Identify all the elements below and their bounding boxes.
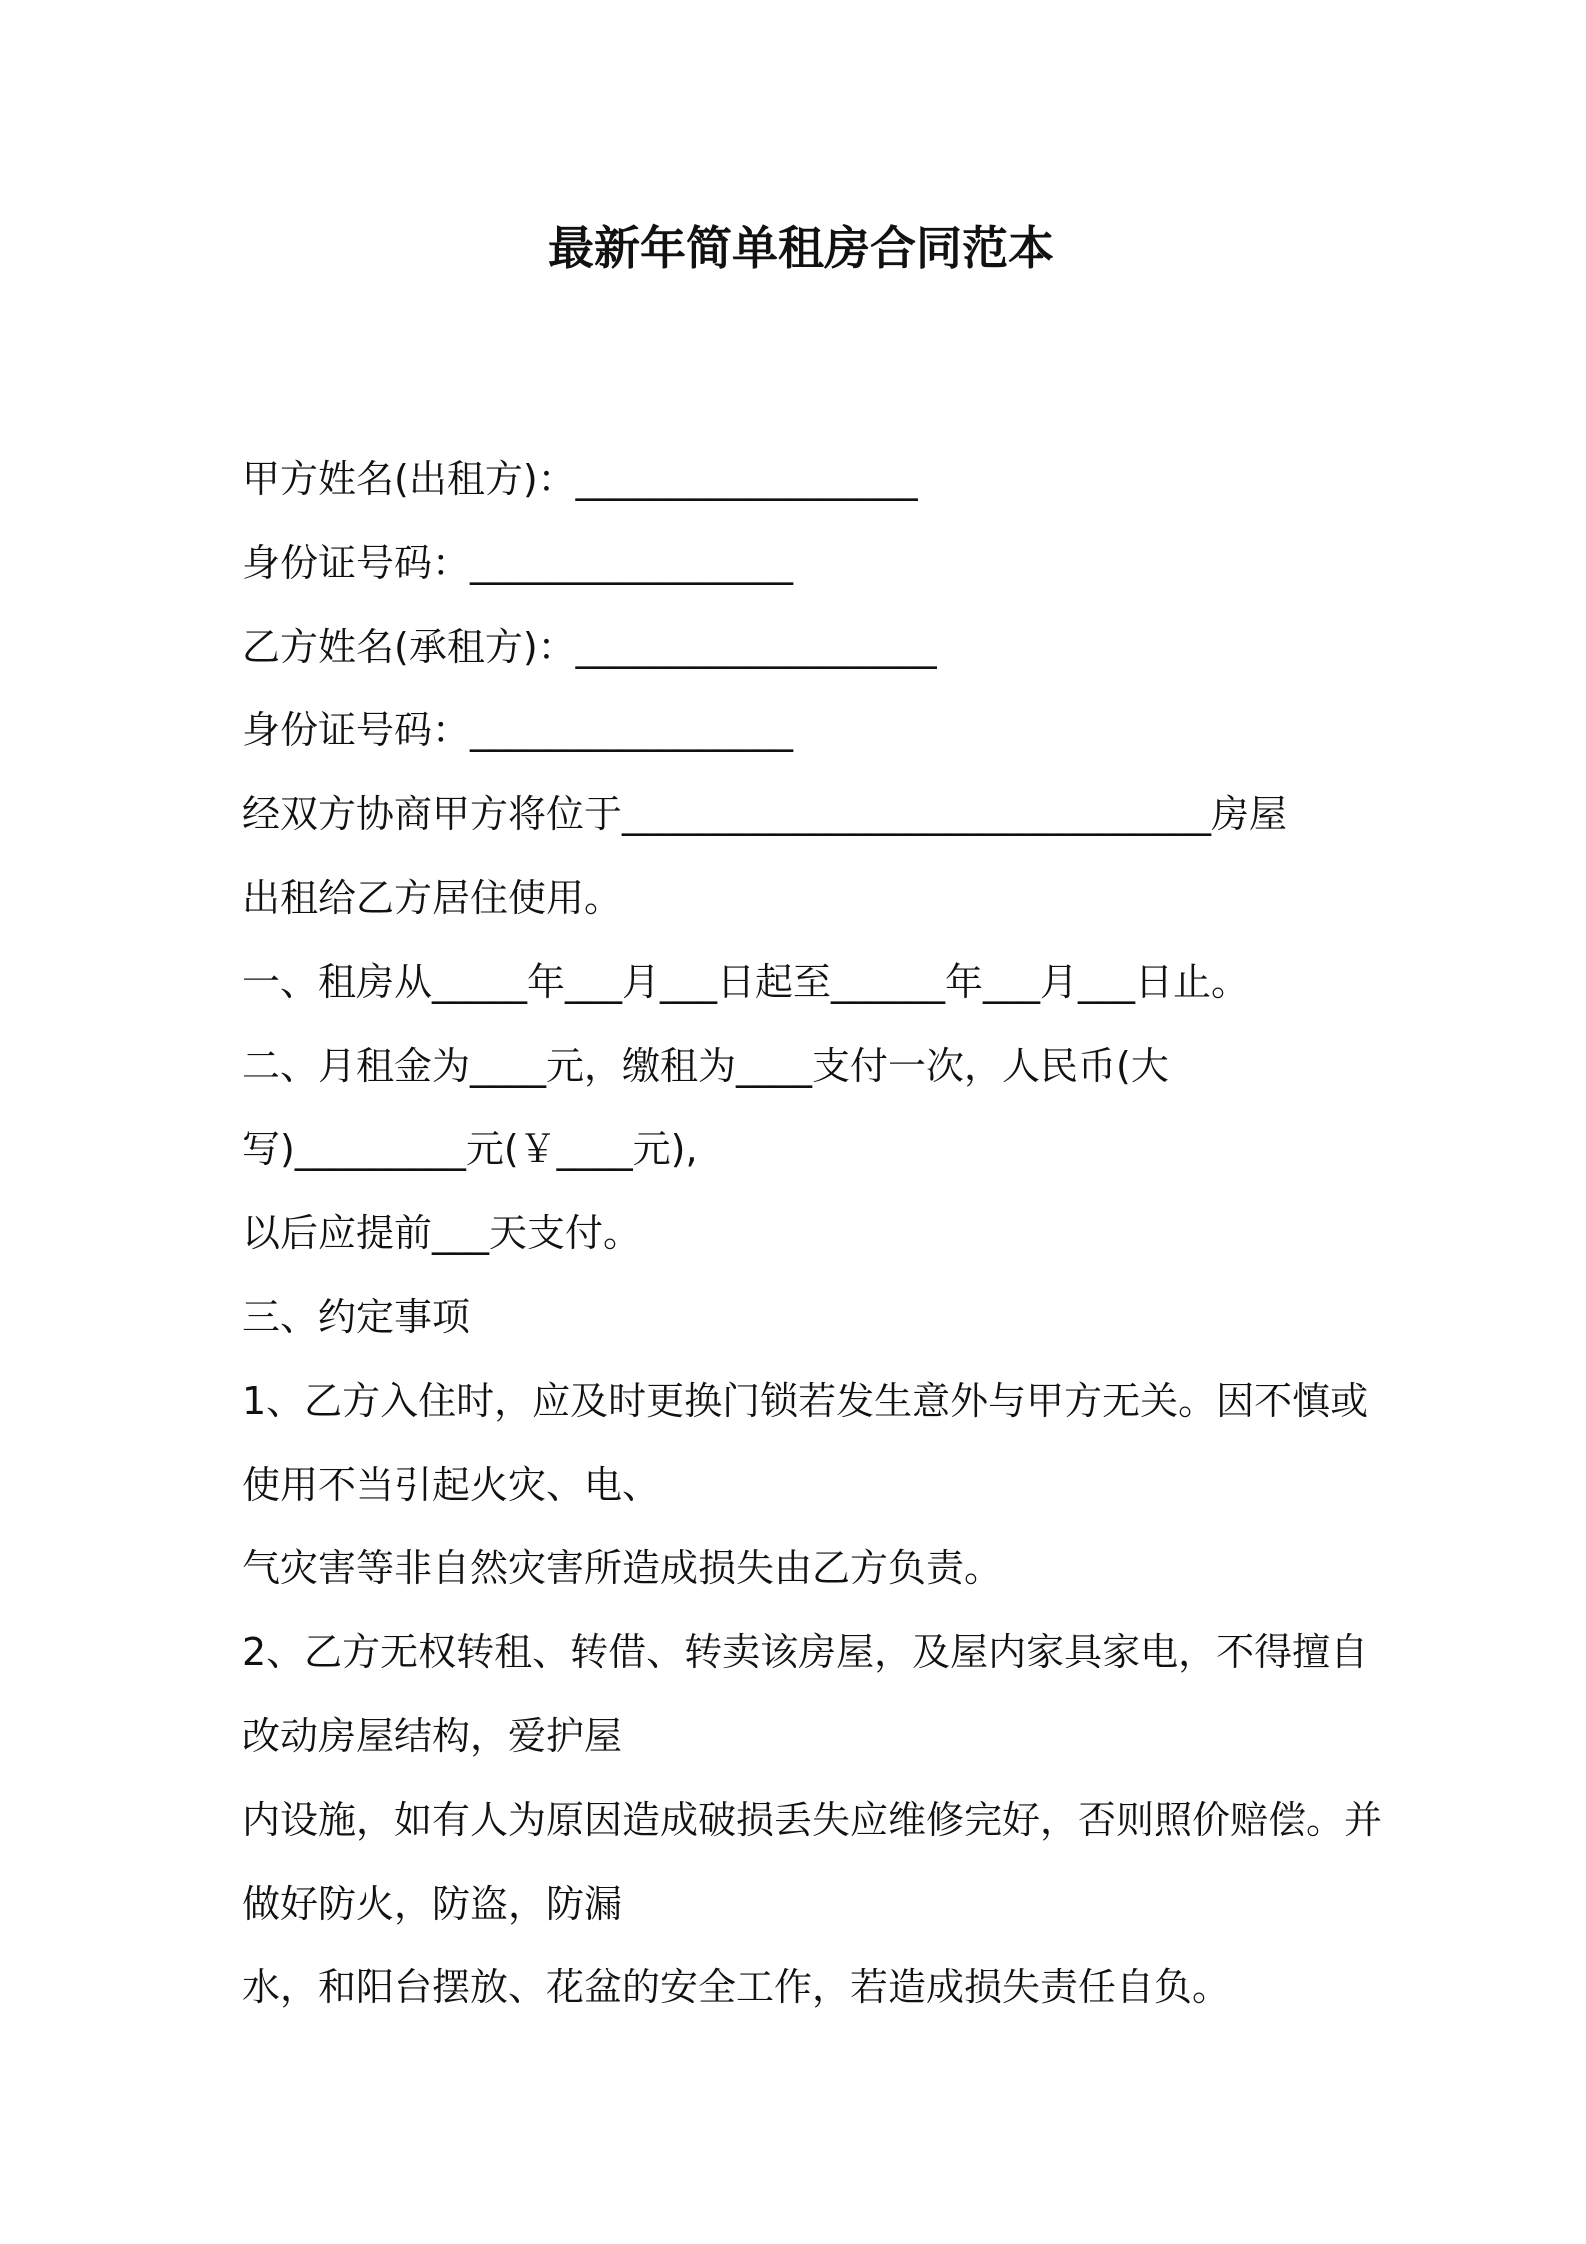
item-1-line-2: 使用不当引起火灾、电、 <box>242 1462 661 1507</box>
clause-2-rent-line-3: 以后应提前___天支付。 <box>242 1211 642 1256</box>
document-body <box>242 438 1442 2030</box>
item-2-line-5: 水，和阳台摆放、花盆的安全工作，若造成损失责任自负。 <box>242 1965 1231 2010</box>
item-2-line-4: 做好防火，防盗，防漏 <box>242 1881 623 1926</box>
clause-3-heading: 三、约定事项 <box>242 1294 471 1339</box>
party-b-id-line: 身份证号码：_________________ <box>242 708 794 753</box>
item-2-line-3: 内设施，如有人为原因造成破损丢失应维修完好，否则照价赔偿。并 <box>242 1797 1383 1842</box>
item-2-line-1: 2、乙方无权转租、转借、转卖该房屋，及屋内家具家电，不得擅自 <box>242 1630 1369 1675</box>
clause-2-rent-line-2: 写)_________元(￥____元), <box>242 1127 698 1172</box>
property-location-line: 经双方协商甲方将位于_______________________________房屋 <box>242 792 1288 837</box>
clause-2-rent-line-1: 二、月租金为____元，缴租为____支付一次，人民币(大 <box>242 1043 1169 1088</box>
property-usage-line: 出租给乙方居住使用。 <box>242 875 623 920</box>
party-a-name-line: 甲方姓名(出租方)：__________________ <box>242 457 918 501</box>
item-1-line-3: 气灾害等非自然灾害所造成损失由乙方负责。 <box>242 1546 1003 1591</box>
item-1-line-1: 1、乙方入住时，应及时更换门锁若发生意外与甲方无关。因不慎或 <box>242 1378 1369 1423</box>
party-b-name-line: 乙方姓名(承租方)：___________________ <box>242 624 937 669</box>
clause-1-lease-term: 一、租房从_____年___月___日起至______年___月___日止。 <box>242 959 1250 1004</box>
document-title: 最新年简单租房合同范本 <box>548 221 1054 275</box>
item-2-line-2: 改动房屋结构，爱护屋 <box>242 1713 623 1758</box>
party-a-id-line: 身份证号码：_________________ <box>242 540 794 585</box>
